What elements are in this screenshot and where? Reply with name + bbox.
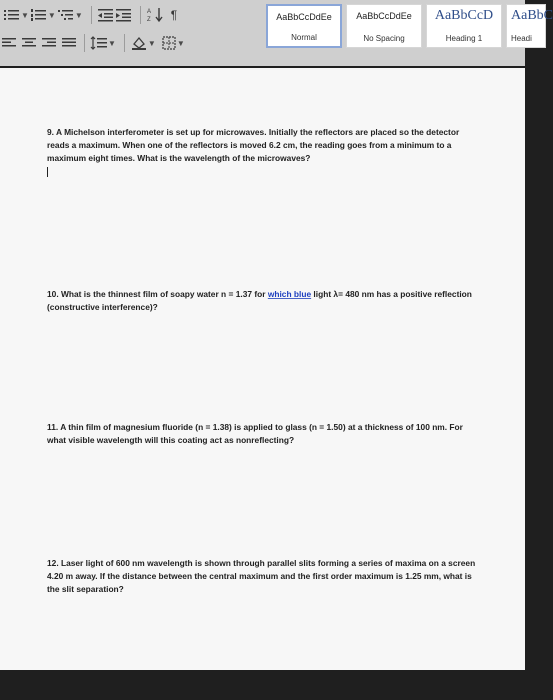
ribbon (0, 0, 553, 66)
style-preview: AaBbCcDdEe (276, 12, 332, 22)
align-left-icon[interactable] (2, 33, 16, 53)
ribbon-divider (84, 34, 85, 52)
style-normal[interactable] (266, 4, 342, 48)
increase-indent-icon[interactable] (116, 5, 132, 25)
align-right-icon[interactable] (42, 33, 56, 53)
align-center-icon[interactable] (22, 33, 36, 53)
svg-text:Z: Z (146, 17, 151, 23)
styles-gallery (266, 4, 553, 48)
shading-icon[interactable]: ▼ (131, 33, 156, 53)
document-page[interactable] (0, 68, 525, 670)
line-spacing-icon[interactable]: ▼ (91, 33, 116, 53)
style-heading-1[interactable] (426, 4, 502, 48)
numbering-icon[interactable]: ▼ (31, 5, 56, 25)
style-name: No Spacing (363, 34, 405, 43)
question-10 (47, 288, 477, 314)
multilevel-list-icon[interactable]: ▼ (58, 5, 83, 25)
style-name: Normal (291, 33, 317, 42)
justify-icon[interactable] (62, 33, 76, 53)
ribbon-row-paragraph (0, 4, 179, 26)
question-9: 9. A Michelson interferometer is set up for microwaves. Initially the reflectors are placed so the detector reads a maximum. When one of the reflectors is moved 6.2 cm, the reading goes from a minimum to a maximum eight times. What is the wavelength of the microwaves? (47, 127, 460, 163)
decrease-indent-icon[interactable] (98, 5, 114, 25)
bullets-icon[interactable]: ▼ (4, 5, 29, 25)
ribbon-row-alignment (0, 32, 187, 54)
borders-icon[interactable]: ▼ (162, 33, 185, 53)
text-cursor (47, 167, 48, 177)
bottom-bar (0, 670, 525, 700)
question-11: 11. A thin film of magnesium fluoride (n = 1.38) is applied to glass (n = 1.50) at a thickness of 100 nm. For what visible wavelength will this coating act as nonreflecting? (47, 422, 463, 445)
style-preview: AaBbC (511, 8, 553, 23)
style-name: Heading 1 (445, 34, 483, 43)
svg-text:A: A (146, 9, 151, 15)
sort-icon[interactable] (147, 5, 163, 25)
style-heading-2[interactable] (506, 4, 553, 48)
question-10-text-end: light λ= 480 nm has a positive reflection (constructive interference)? (47, 289, 472, 312)
style-preview: AaBbCcDdEe (356, 11, 412, 21)
question-10-flagged-words: which blue (267, 289, 312, 299)
ribbon-divider (91, 6, 92, 24)
pilcrow-icon[interactable]: ¶ (170, 8, 178, 22)
question-10-text-start: 10. What is the thinnest film of soapy water n = 1.37 for (47, 289, 268, 299)
style-name: Headi (511, 34, 532, 43)
ribbon-divider (124, 34, 125, 52)
ribbon-divider (140, 6, 141, 24)
style-no-spacing[interactable] (346, 4, 422, 48)
question-12: 12. Laser light of 600 nm wavelength is shown through parallel slits forming a series of maxima on a screen 4.20 m away. If the distance between the central maximum and the first order maximum is 1.25 mm, what is the slit separation? (47, 558, 476, 594)
style-preview: AaBbCcD (434, 8, 494, 23)
